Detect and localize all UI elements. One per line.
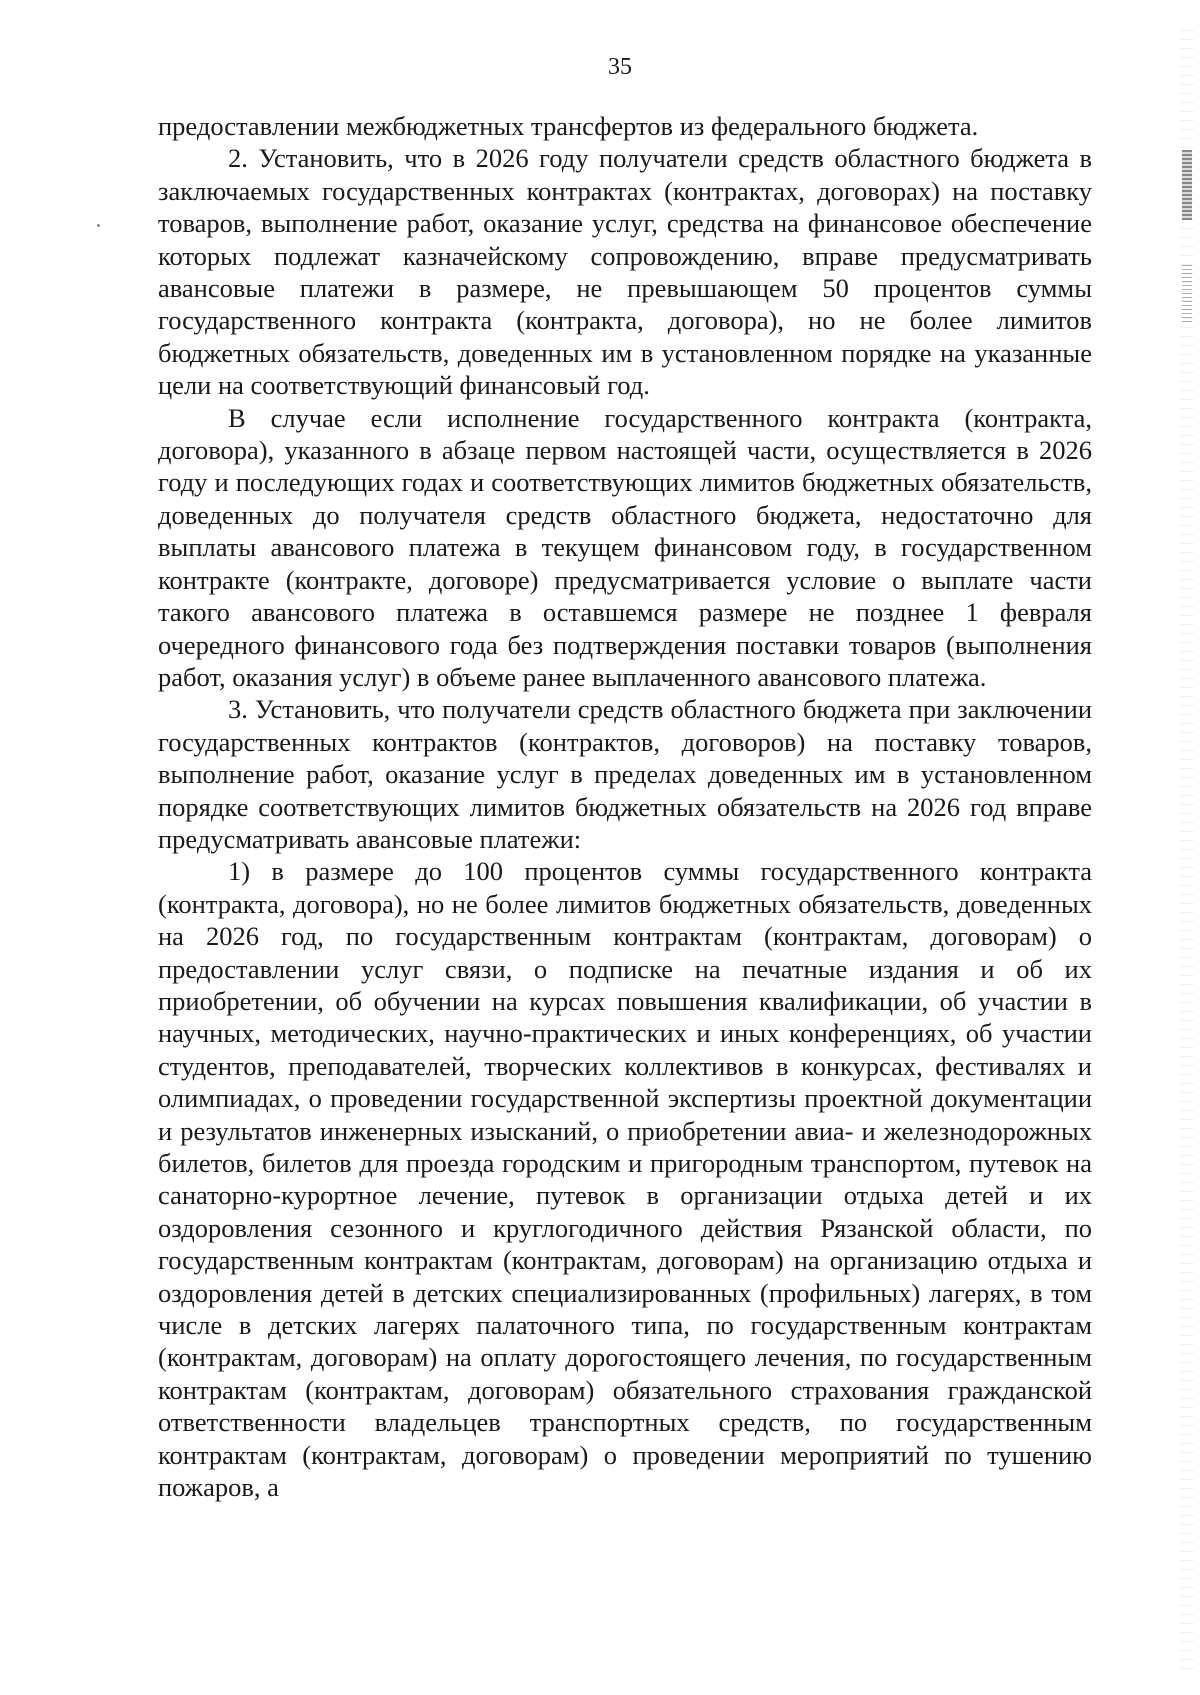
paragraph-item-3: 3. Установить, что получатели средств областного бюджета при заключении государственных контрактов (контрактов, договоров) на поставку товаров, выполнение работ, оказание услуг в пределах доведенных им в установленном порядке соответствующих лимитов бюджетных обязательств на 2026 год вправе предусматривать авансовые платежи:	[158, 694, 1092, 854]
scan-barcode-artifact-lower	[1182, 265, 1192, 325]
paragraph-continuation: предоставлении межбюджетных трансфертов из федерального бюджета.	[158, 111, 979, 141]
paragraph-subitem-1: 1) в размере до 100 процентов суммы государственного контракта (контракта, договора), но не более лимитов бюджетных обязательств, доведенных на 2026 год, по государственным контрактам (контрактам, договорам) о предоставлении услуг связи, о подписке на печатные издания и об их приобретении, об обучении на курсах повышения квалификации, об участии в научных, методических, научно-практических и иных конференциях, об участии студентов, преподавателей, творческих коллективов в конкурсах, фестивалях и олимпиадах, о проведении государственной экспертизы проектной документации и результатов инженерных изысканий, о приобретении авиа- и железнодорожных билетов, билетов для проезда городским и пригородным транспортом, путевок на санаторно-курортное лечение, путевок в организации отдыха детей и их оздоровления сезонного и круглогодичного действия Рязанской области, по государственным контрактам (контрактам, договорам) на организацию отдыха и оздоровления детей в детских специализированных (профильных) лагерях, в том числе в детских лагерях палаточного типа, по государственным контрактам (контрактам, договорам) на оплату дорогостоящего лечения, по государственным контрактам (контрактам, договорам) обязательного страхования гражданской ответственности владельцев транспортных средств, по государственным контрактам (контрактам, договорам) о проведении мероприятий по тушению пожаров, а	[158, 856, 1092, 1503]
page-number: 35	[608, 54, 632, 80]
paragraph-advance-case: В случае если исполнение государственного контракта (контракта, договора), указанного в абзаце первом настоящей части, осуществляется в 2026 году и последующих годах и соответствующих лимитов бюджетных обязательств, доведенных до получателя средств областного бюджета, недостаточно для выплаты авансового платежа в текущем финансовом году, в государственном контракте (контракте, договоре) предусматривается условие о выплате части такого авансового платежа в оставшемся размере не позднее 1 февраля очередного финансового года без подтверждения поставки товаров (выполнения работ, оказания услуг) в объеме ранее выплаченного авансового платежа.	[158, 402, 1092, 692]
document-body	[158, 110, 1092, 1503]
scan-speck	[97, 224, 100, 227]
scan-barcode-artifact	[1182, 150, 1192, 220]
paragraph-item-2: 2. Установить, что в 2026 году получатели средств областного бюджета в заключаемых государственных контрактах (контрактах, договорах) на поставку товаров, выполнение работ, оказание услуг, средства на финансовое обеспечение которых подлежат казначейскому сопровождению, вправе предусматривать авансовые платежи в размере, не превышающем 50 процентов суммы государственного контракта (контракта, договора), но не более лимитов бюджетных обязательств, доведенных им в установленном порядке на указанные цели на соответствующий финансовый год.	[158, 143, 1092, 401]
